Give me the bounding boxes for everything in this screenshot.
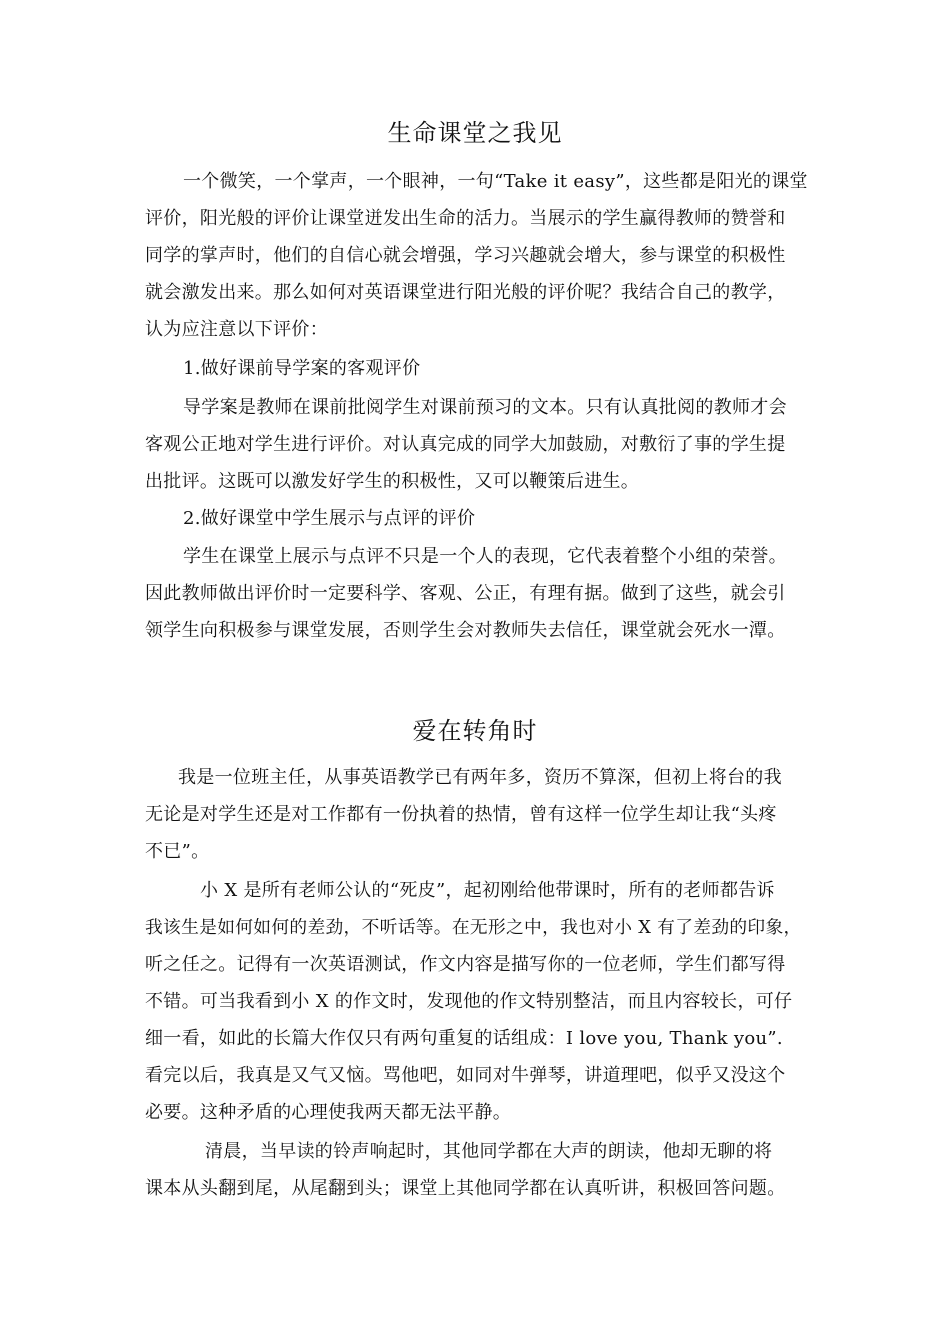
section1-line: 领学生向积极参与课堂发展，否则学生会对教师失去信任，课堂就会死水一潭。 bbox=[145, 620, 786, 641]
section2-title: 爱在转角时 bbox=[412, 717, 538, 745]
section1-heading-1: 1.做好课前导学案的客观评价 bbox=[183, 358, 421, 379]
section2-line: 我是一位班主任，从事英语教学已有两年多，资历不算深，但初上将台的我 bbox=[178, 767, 782, 788]
section2-line: 清晨，当早读的铃声响起时，其他同学都在大声的朗读，他却无聊的将 bbox=[205, 1141, 773, 1162]
section2-line: 细一看，如此的长篇大作仅只有两句重复的话组成：I love you, Thank you”. bbox=[145, 1028, 783, 1049]
section2-line: 听之任之。记得有一次英语测试，作文内容是描写你的一位老师，学生们都写得 bbox=[145, 954, 786, 975]
section1-title: 生命课堂之我见 bbox=[387, 119, 563, 147]
section1-line: 同学的掌声时，他们的自信心就会增强，学习兴趣就会增大，参与课堂的积极性 bbox=[145, 245, 786, 266]
section2-line: 小 X 是所有老师公认的“死皮”，起初刚给他带课时，所有的老师都告诉 bbox=[200, 880, 775, 901]
section2-line: 看完以后，我真是又气又恼。骂他吧，如同对牛弹琴，讲道理吧，似乎又没这个 bbox=[145, 1065, 786, 1086]
section2-line: 不已”。 bbox=[145, 841, 210, 862]
section1-line: 认为应注意以下评价： bbox=[145, 319, 328, 340]
section1-line: 学生在课堂上展示与点评不只是一个人的表现，它代表着整个小组的荣誉。 bbox=[183, 546, 787, 567]
section1-line: 评价，阳光般的评价让课堂迸发出生命的活力。当展示的学生赢得教师的赞誉和 bbox=[145, 208, 786, 229]
section1-line: 出批评。这既可以激发好学生的积极性，又可以鞭策后进生。 bbox=[145, 471, 640, 492]
section1-line: 因此教师做出评价时一定要科学、客观、公正，有理有据。做到了这些，就会引 bbox=[145, 583, 786, 604]
section1-line: 一个微笑，一个掌声，一个眼神，一句“Take it easy”，这些都是阳光的课堂 bbox=[183, 171, 808, 192]
section2-line: 必要。这种矛盾的心理使我两天都无法平静。 bbox=[145, 1102, 511, 1123]
section1-line: 就会激发出来。那么如何对英语课堂进行阳光般的评价呢？我结合自己的教学， bbox=[145, 282, 786, 303]
section1-heading-2: 2.做好课堂中学生展示与点评的评价 bbox=[183, 508, 476, 529]
section1-line: 导学案是教师在课前批阅学生对课前预习的文本。只有认真批阅的教师才会 bbox=[183, 397, 787, 418]
section2-line: 我该生是如何如何的差劲，不听话等。在无形之中，我也对小 X 有了差劲的印象， bbox=[145, 918, 802, 938]
section2-line: 无论是对学生还是对工作都有一份执着的热情，曾有这样一位学生却让我“头疼 bbox=[145, 804, 777, 825]
section2-line: 不错。可当我看到小 X 的作文时，发现他的作文特别整洁，而且内容较长，可仔 bbox=[145, 991, 793, 1012]
section2-line: 课本从头翻到尾，从尾翻到头；课堂上其他同学都在认真听讲，积极回答问题。 bbox=[145, 1178, 786, 1199]
section1-line: 客观公正地对学生进行评价。对认真完成的同学大加鼓励，对敷衍了事的学生提 bbox=[145, 434, 786, 455]
